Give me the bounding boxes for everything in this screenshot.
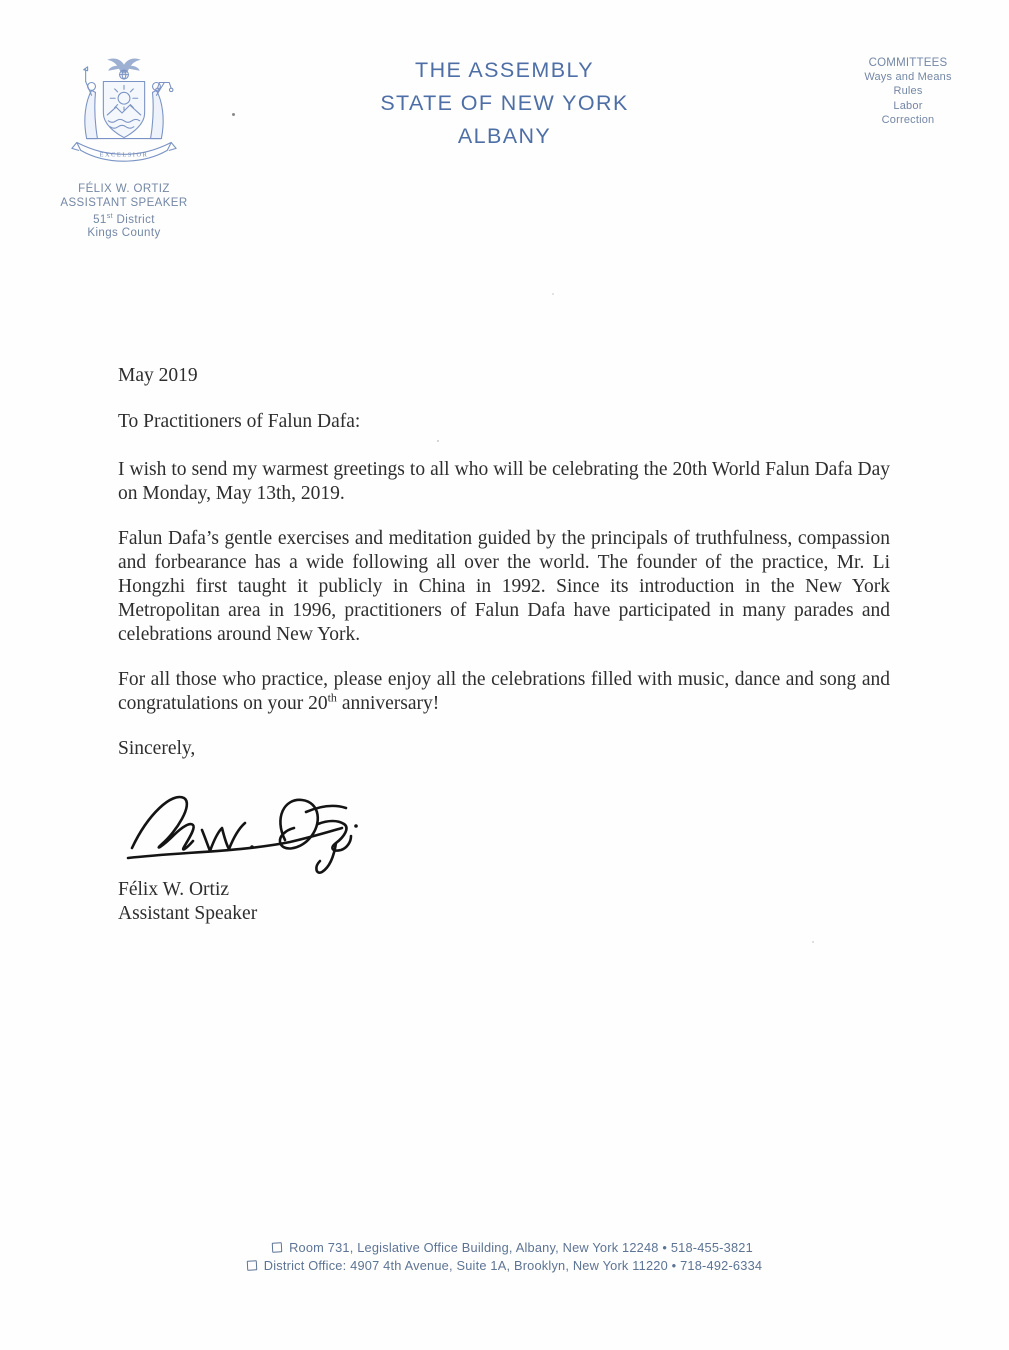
signature-name: Félix W. Ortiz bbox=[118, 879, 230, 900]
city-title-line: ALBANY bbox=[457, 124, 552, 148]
footer-address-albany: Room 731, Legislative Office Building, Albany, New York 12248 • 518-455-3821 bbox=[0, 1239, 1009, 1257]
state-title-line: STATE OF NEW YORK bbox=[380, 91, 629, 115]
scan-speck bbox=[437, 440, 439, 442]
letter-body bbox=[118, 364, 890, 947]
scan-speck bbox=[552, 293, 554, 295]
paragraph-2: Falun Dafa’s gentle exercises and meditation guided by the principals of truthfulness, compassion and forbearance has a wide following all over the world. The founder of the practice, Mr. Li Hongzhi first taught it publicly in China in 1992. Since its introduction in the New York Metropolitan area in 1996, practitioners of Falun Dafa have participated in many parades and celebrations around New York. bbox=[118, 528, 890, 645]
sender-block bbox=[40, 183, 208, 241]
salutation: To Practitioners of Falun Dafa: bbox=[118, 411, 361, 432]
sender-district: 51st District bbox=[93, 213, 155, 226]
square-bullet-icon bbox=[247, 1260, 258, 1271]
signature-title: Assistant Speaker bbox=[118, 903, 258, 924]
ordinal-superscript: th bbox=[327, 690, 337, 705]
seal-motto: EXCELSIOR bbox=[99, 151, 149, 159]
scan-speck bbox=[232, 113, 235, 116]
sender-county: Kings County bbox=[87, 227, 161, 240]
square-bullet-icon bbox=[272, 1242, 283, 1253]
committee-item: Ways and Means bbox=[864, 71, 952, 84]
page-footer bbox=[0, 1239, 1009, 1274]
sender-title: ASSISTANT SPEAKER bbox=[60, 196, 188, 209]
committees-heading: COMMITTEES bbox=[868, 57, 948, 69]
scan-speck bbox=[812, 941, 814, 943]
footer-address-brooklyn: District Office: 4907 4th Avenue, Suite 1A, Brooklyn, New York 11220 • 718-492-6334 bbox=[0, 1257, 1009, 1275]
assembly-title-line: THE ASSEMBLY bbox=[415, 58, 594, 82]
committee-item: Rules bbox=[893, 85, 923, 98]
paragraph-3: For all those who practice, please enjoy all the celebrations filled with music, dance and song and congratulations on your 20th anniversary! bbox=[118, 669, 890, 714]
paragraph-1: I wish to send my warmest greetings to all who will be celebrating the 20th World Falun Dafa Day on Monday, May 13th, 2019. bbox=[118, 459, 890, 504]
letter-date: May 2019 bbox=[118, 365, 198, 386]
sender-name: FÉLIX W. ORTIZ bbox=[78, 183, 170, 195]
committees-block bbox=[843, 56, 973, 127]
handwritten-signature-icon bbox=[120, 782, 890, 878]
committee-item: Labor bbox=[893, 99, 923, 112]
committee-item: Correction bbox=[881, 113, 935, 126]
closing: Sincerely, bbox=[118, 738, 196, 759]
